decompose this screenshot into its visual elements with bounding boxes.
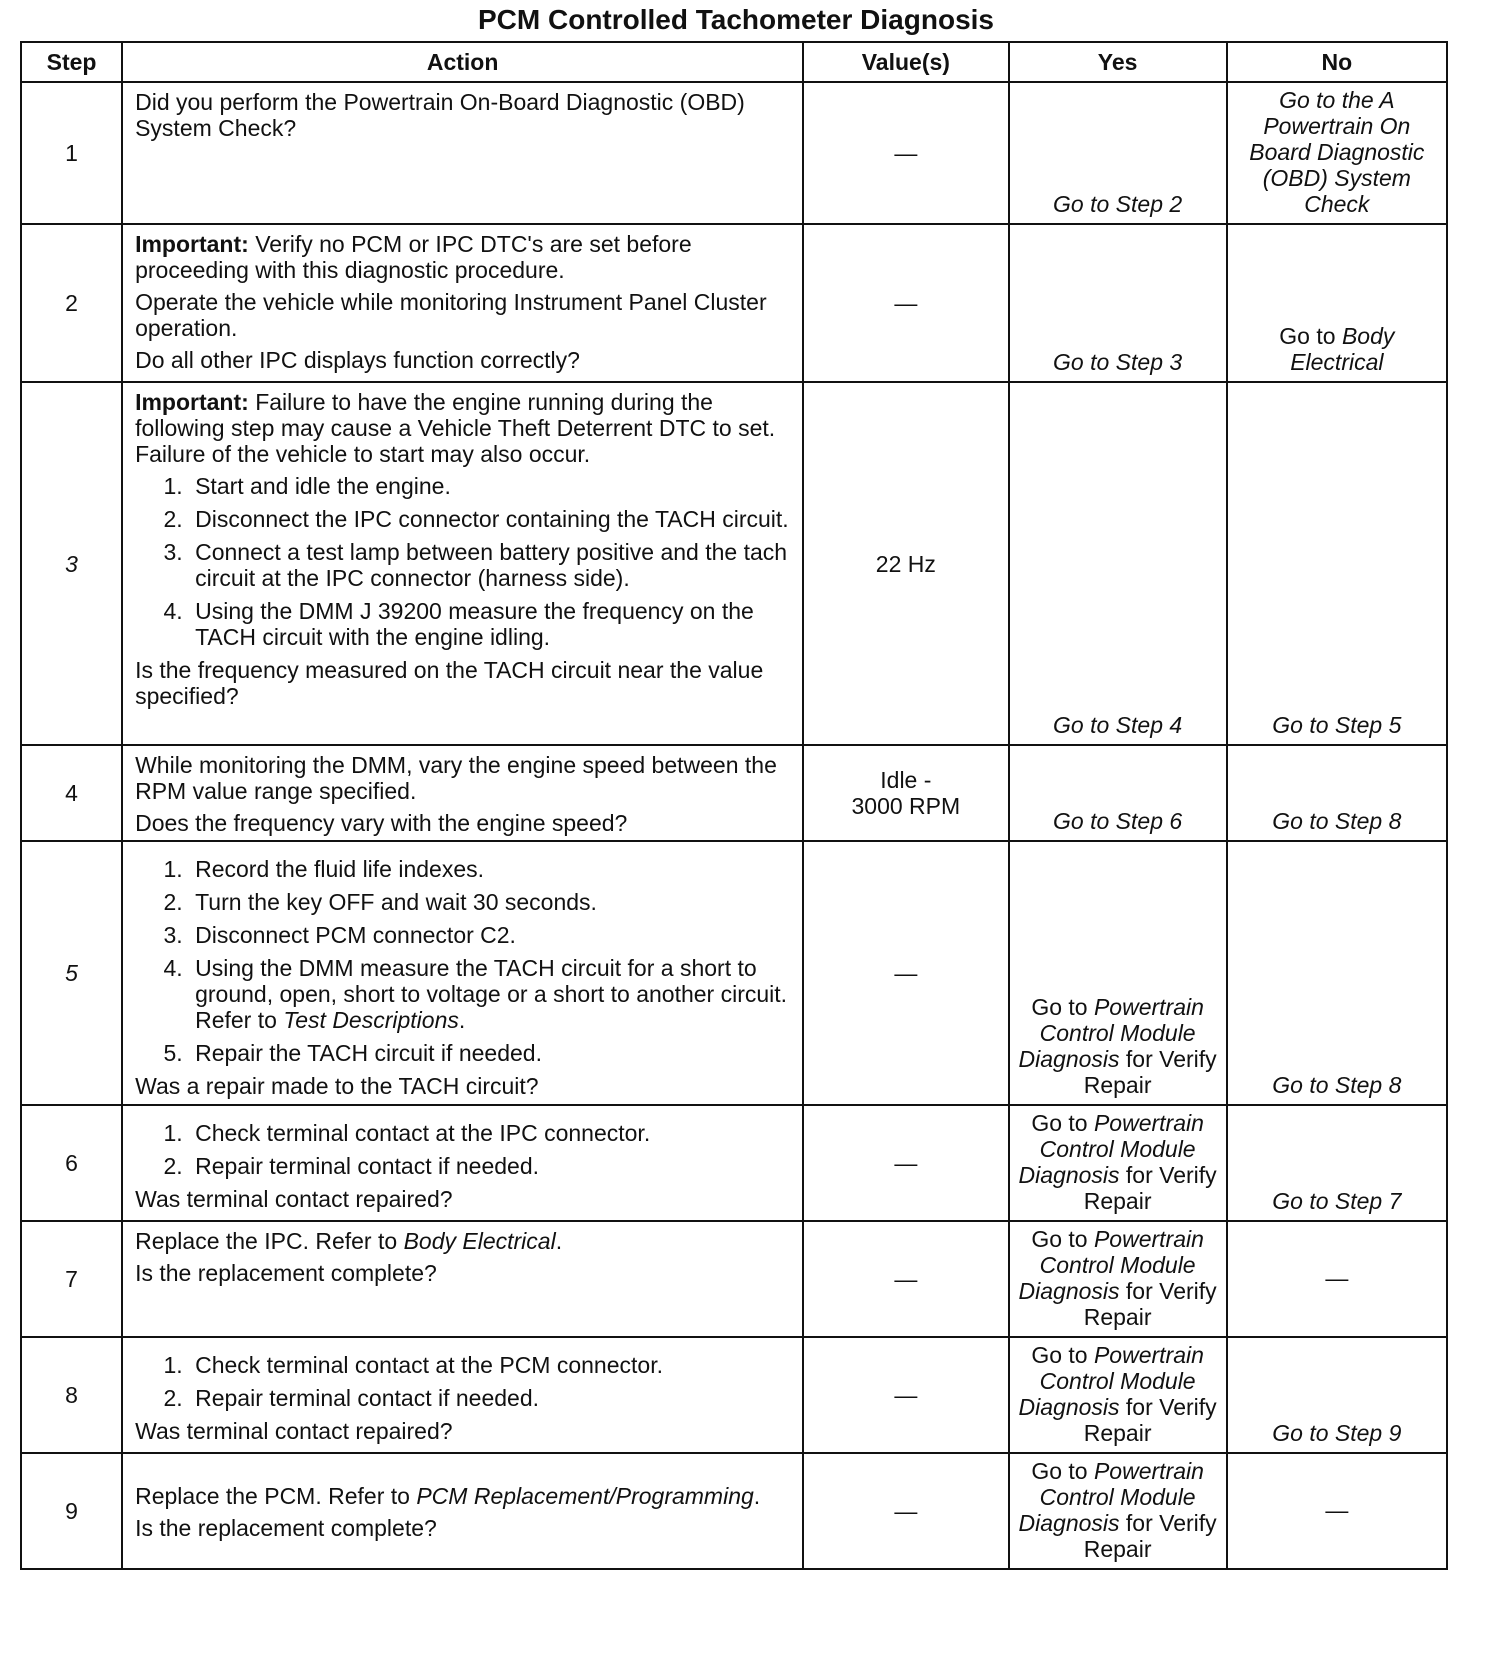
- table-row-step-6: [21, 1105, 1447, 1221]
- step-number: 3: [21, 382, 122, 745]
- yes-cell: [1009, 841, 1227, 1105]
- reference-link: Test Descriptions: [283, 1007, 459, 1033]
- header-action: Action: [122, 42, 803, 82]
- important-label: Important:: [135, 231, 249, 257]
- yes-cell: [1009, 1337, 1227, 1453]
- yes-goto: Go to Step 6: [1053, 808, 1183, 834]
- value-line: 3000 RPM: [851, 793, 961, 819]
- step-number: 6: [21, 1105, 122, 1221]
- procedure-item: 2. Repair terminal contact if needed.: [189, 1153, 794, 1179]
- action-text-part: Replace the PCM. Refer to: [135, 1483, 417, 1509]
- no-cell: [1227, 841, 1447, 1105]
- action-cell: [122, 745, 803, 841]
- punctuation: .: [753, 1483, 761, 1509]
- step-number: 7: [21, 1221, 122, 1337]
- step-number: 4: [21, 745, 122, 841]
- action-text: Did you perform the Powertrain On-Board Diagnostic (OBD) System Check?: [135, 89, 745, 141]
- action-cell: [122, 1221, 803, 1337]
- yes-goto-suffix: for Verify Repair: [1083, 1278, 1217, 1330]
- yes-cell: [1009, 1105, 1227, 1221]
- table-row-step-4: [21, 745, 1447, 841]
- yes-goto-reference: Powertrain Control Module Diagnosis: [1018, 994, 1204, 1072]
- no-goto: Go to Step 8: [1272, 808, 1402, 834]
- procedure-list: [135, 1352, 794, 1411]
- value-cell: [803, 745, 1008, 841]
- procedure-item: [189, 955, 794, 1033]
- no-goto-reference: A Powertrain On Board Diagnostic (OBD) System Check: [1249, 87, 1425, 217]
- action-question: Do all other IPC displays function correctly?: [135, 347, 580, 373]
- table-row-step-3: [21, 382, 1447, 745]
- yes-goto-prefix: Go to: [1031, 1110, 1094, 1136]
- table-row-step-5: [21, 841, 1447, 1105]
- procedure-item: 5. Repair the TACH circuit if needed.: [189, 1040, 794, 1066]
- yes-goto-prefix: Go to: [1031, 1458, 1094, 1484]
- action-cell: [122, 1337, 803, 1453]
- important-note: [135, 389, 794, 467]
- value-line: Idle -: [880, 767, 932, 793]
- no-goto: Go to Step 8: [1272, 1072, 1402, 1098]
- action-text: [135, 1483, 794, 1509]
- yes-goto-reference: Powertrain Control Module Diagnosis: [1018, 1458, 1204, 1536]
- reference-link: PCM Replacement/Programming: [416, 1483, 754, 1509]
- yes-goto-reference: Powertrain Control Module Diagnosis: [1018, 1226, 1204, 1304]
- header-no: No: [1227, 42, 1447, 82]
- procedure-item: 4. Using the DMM J 39200 measure the frequency on the TACH circuit with the engine idling.: [189, 598, 794, 650]
- yes-cell: [1009, 382, 1227, 745]
- value-cell: —: [803, 1337, 1008, 1453]
- important-note: [135, 231, 794, 283]
- yes-goto: Go to Step 4: [1053, 712, 1183, 738]
- yes-goto-suffix: for Verify Repair: [1083, 1162, 1217, 1214]
- value-cell: —: [803, 82, 1008, 224]
- yes-goto-suffix: for Verify Repair: [1083, 1046, 1217, 1098]
- action-text: [135, 1228, 794, 1254]
- no-goto: Go to Step 9: [1272, 1420, 1402, 1446]
- action-question: Was a repair made to the TACH circuit?: [135, 1073, 539, 1099]
- table-row-step-1: [21, 82, 1447, 224]
- yes-goto-suffix: for Verify Repair: [1083, 1510, 1217, 1562]
- step-number: 9: [21, 1453, 122, 1569]
- action-question: Is the frequency measured on the TACH circuit near the value specified?: [135, 657, 764, 709]
- no-goto-prefix: Go to the: [1279, 87, 1380, 113]
- action-cell: [122, 1105, 803, 1221]
- procedure-item: 2. Repair terminal contact if needed.: [189, 1385, 794, 1411]
- action-cell: [122, 841, 803, 1105]
- action-cell: [122, 224, 803, 382]
- no-goto: Go to Step 5: [1272, 712, 1402, 738]
- yes-goto-prefix: Go to: [1031, 1342, 1094, 1368]
- procedure-item: 1. Start and idle the engine.: [189, 473, 794, 499]
- action-cell: [122, 1453, 803, 1569]
- procedure-item: 1. Check terminal contact at the PCM connector.: [189, 1352, 794, 1378]
- action-question: Was terminal contact repaired?: [135, 1186, 453, 1212]
- diagnosis-table: [20, 41, 1448, 1570]
- action-text: While monitoring the DMM, vary the engine speed between the RPM value range specified.: [135, 752, 777, 804]
- step-number: 8: [21, 1337, 122, 1453]
- value-cell: —: [803, 1105, 1008, 1221]
- no-cell: [1227, 382, 1447, 745]
- important-text: Failure to have the engine running during the following step may cause a Vehicle Theft Deterrent DTC to set. Failure of the vehicle to start may also occur.: [135, 389, 776, 467]
- table-row-step-9: [21, 1453, 1447, 1569]
- no-goto-prefix: Go to: [1279, 323, 1342, 349]
- yes-goto-prefix: Go to: [1031, 1226, 1094, 1252]
- value-cell: 22 Hz: [803, 382, 1008, 745]
- yes-cell: [1009, 745, 1227, 841]
- no-cell: [1227, 1105, 1447, 1221]
- punctuation: .: [555, 1228, 563, 1254]
- procedure-list: [135, 856, 794, 1066]
- no-goto-reference: Body Electrical: [1290, 323, 1395, 375]
- important-label: Important:: [135, 389, 249, 415]
- action-question: Does the frequency vary with the engine speed?: [135, 810, 628, 836]
- yes-goto-prefix: Go to: [1031, 994, 1094, 1020]
- procedure-list: [135, 1120, 794, 1179]
- yes-goto: Go to Step 3: [1053, 349, 1183, 375]
- no-cell: —: [1227, 1453, 1447, 1569]
- procedure-item-text: Using the DMM measure the TACH circuit for a short to ground, open, short to voltage or a short to another circuit. Refer to: [195, 955, 788, 1033]
- reference-link: Body Electrical: [403, 1228, 556, 1254]
- yes-goto-reference: Powertrain Control Module Diagnosis: [1018, 1342, 1204, 1420]
- procedure-item: 1. Record the fluid life indexes.: [189, 856, 794, 882]
- value-cell: —: [803, 1221, 1008, 1337]
- yes-goto: Go to Step 2: [1053, 191, 1183, 217]
- procedure-list: [135, 473, 794, 650]
- header-yes: Yes: [1009, 42, 1227, 82]
- step-number: 1: [21, 82, 122, 224]
- no-cell: [1227, 82, 1447, 224]
- value-cell: —: [803, 1453, 1008, 1569]
- no-cell: [1227, 745, 1447, 841]
- procedure-item: 2. Disconnect the IPC connector containing the TACH circuit.: [189, 506, 794, 532]
- step-number: 5: [21, 841, 122, 1105]
- action-question: Is the replacement complete?: [135, 1260, 437, 1286]
- procedure-item: 3. Connect a test lamp between battery positive and the tach circuit at the IPC connector (harness side).: [189, 539, 794, 591]
- procedure-item: 2. Turn the key OFF and wait 30 seconds.: [189, 889, 794, 915]
- header-step: Step: [21, 42, 122, 82]
- important-text: Verify no PCM or IPC DTC's are set before proceeding with this diagnostic procedure.: [135, 231, 692, 283]
- yes-goto-reference: Powertrain Control Module Diagnosis: [1018, 1110, 1204, 1188]
- procedure-item: 1. Check terminal contact at the IPC connector.: [189, 1120, 794, 1146]
- no-cell: [1227, 1337, 1447, 1453]
- yes-goto-suffix: for Verify Repair: [1083, 1394, 1217, 1446]
- action-text: Operate the vehicle while monitoring Instrument Panel Cluster operation.: [135, 289, 767, 341]
- value-cell: —: [803, 224, 1008, 382]
- no-cell: [1227, 224, 1447, 382]
- header-values: Value(s): [803, 42, 1008, 82]
- action-cell: [122, 82, 803, 224]
- action-question: Is the replacement complete?: [135, 1515, 437, 1541]
- value-cell: —: [803, 841, 1008, 1105]
- action-text-part: Replace the IPC. Refer to: [135, 1228, 404, 1254]
- step-number: 2: [21, 224, 122, 382]
- table-row-step-2: [21, 224, 1447, 382]
- table-row-step-8: [21, 1337, 1447, 1453]
- no-cell: —: [1227, 1221, 1447, 1337]
- yes-cell: [1009, 224, 1227, 382]
- no-goto: Go to Step 7: [1272, 1188, 1402, 1214]
- action-question: Was terminal contact repaired?: [135, 1418, 453, 1444]
- action-cell: [122, 382, 803, 745]
- punctuation: .: [458, 1007, 466, 1033]
- page-title: PCM Controlled Tachometer Diagnosis: [478, 4, 994, 35]
- header-row: [21, 42, 1447, 82]
- yes-cell: [1009, 1221, 1227, 1337]
- yes-cell: [1009, 82, 1227, 224]
- procedure-item: 3. Disconnect PCM connector C2.: [189, 922, 794, 948]
- yes-cell: [1009, 1453, 1227, 1569]
- table-row-step-7: [21, 1221, 1447, 1337]
